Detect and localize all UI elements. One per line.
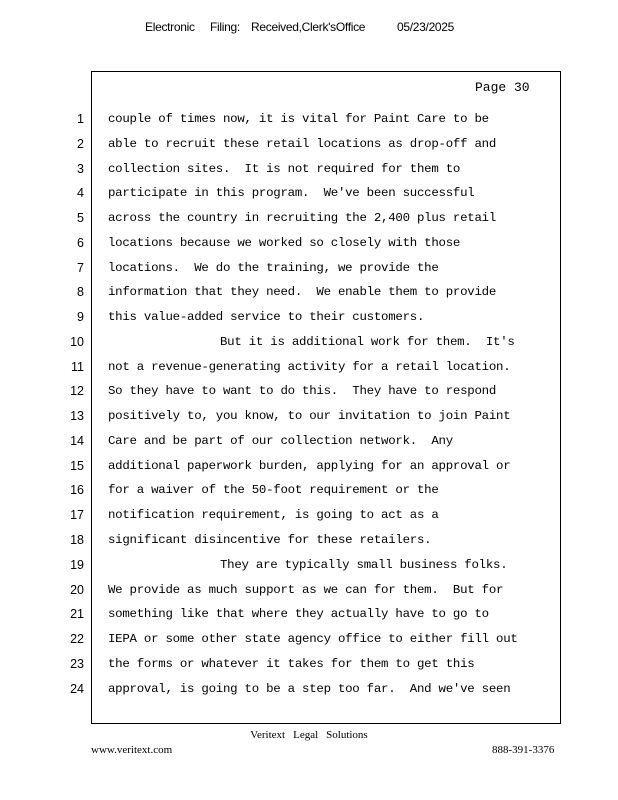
line-number: 19 — [70, 557, 84, 572]
transcript-line: the forms or whatever it takes for them to get this — [108, 656, 475, 671]
line-number: 18 — [70, 533, 84, 548]
line-number-column — [62, 110, 84, 704]
transcript-line: notification requirement, is going to act as a — [108, 508, 439, 523]
transcript-line: collection sites. It is not required for them to — [108, 161, 461, 176]
transcript-line: information that they need. We enable them to provide — [108, 285, 497, 300]
line-number: 15 — [70, 458, 84, 473]
transcript-line: couple of times now, it is vital for Paint Care to be — [108, 112, 489, 126]
line-number: 9 — [77, 310, 84, 325]
line-number: 13 — [70, 409, 84, 424]
filing-filing-label: Filing: — [210, 20, 240, 34]
transcript-line: something like that where they actually have to go to — [108, 607, 489, 622]
line-number: 1 — [77, 112, 84, 126]
line-number: 11 — [71, 359, 84, 374]
line-number: 8 — [77, 285, 84, 300]
transcript-line: We provide as much support as we can for them. But for — [108, 582, 504, 597]
footer-company-word: Veritext — [250, 729, 286, 741]
page-number: Page 30 — [475, 80, 530, 95]
transcript-line: significant disincentive for these retailers. — [108, 533, 432, 548]
filing-header — [0, 20, 618, 36]
transcript-line: So they have to want to do this. They have to respond — [108, 384, 497, 399]
line-number: 3 — [77, 161, 84, 176]
transcript-line: approval, is going to be a step too far. And we've seen — [108, 681, 511, 696]
transcript-line: IEPA or some other state agency office to either fill out — [108, 632, 518, 647]
line-number: 5 — [77, 211, 84, 226]
transcript-line: across the country in recruiting the 2,400 plus retail — [108, 211, 497, 226]
line-number: 4 — [77, 186, 84, 201]
transcript-line: able to recruit these retail locations as drop-off and — [108, 136, 497, 151]
line-number: 12 — [70, 384, 84, 399]
transcript-line: participate in this program. We've been successful — [108, 186, 475, 201]
transcript-line: locations. We do the training, we provide the — [108, 260, 439, 275]
line-number: 20 — [70, 582, 84, 597]
footer-phone: 888-391-3376 — [492, 744, 555, 756]
line-number: 24 — [70, 681, 84, 696]
footer-website: www.veritext.com — [91, 744, 173, 756]
line-number: 23 — [70, 656, 84, 671]
line-number: 14 — [70, 433, 84, 448]
filing-date: 05/23/2025 — [397, 20, 455, 34]
transcript-text — [108, 110, 553, 704]
line-number: 22 — [70, 632, 84, 647]
transcript-line: They are typically small business folks. — [220, 557, 508, 572]
line-number: 16 — [70, 483, 84, 498]
transcript-line: positively to, you know, to our invitation to join Paint — [108, 409, 511, 424]
footer-company-name — [0, 729, 618, 741]
line-number: 21 — [70, 607, 84, 622]
transcript-line: not a revenue-generating activity for a retail location. — [108, 359, 511, 374]
transcript-line: But it is additional work for them. It's — [220, 334, 515, 349]
line-number: 2 — [77, 136, 84, 151]
line-number: 7 — [77, 260, 84, 275]
footer-company-word: Solutions — [326, 729, 368, 741]
transcript-line: locations because we worked so closely with those — [108, 235, 461, 250]
transcript-line: for a waiver of the 50-foot requirement or the — [108, 483, 439, 498]
line-number: 17 — [70, 508, 84, 523]
transcript-line: additional paperwork burden, applying for an approval or — [108, 458, 511, 473]
line-number: 6 — [77, 235, 84, 250]
transcript-line: this value-added service to their customers. — [108, 310, 425, 325]
filing-electronic-label: Electronic — [145, 20, 195, 34]
transcript-line: Care and be part of our collection network. Any — [108, 433, 453, 448]
line-number: 10 — [70, 334, 84, 349]
filing-received-label: Received,Clerk'sOffice — [251, 20, 366, 34]
footer-company-word: Legal — [293, 729, 319, 741]
